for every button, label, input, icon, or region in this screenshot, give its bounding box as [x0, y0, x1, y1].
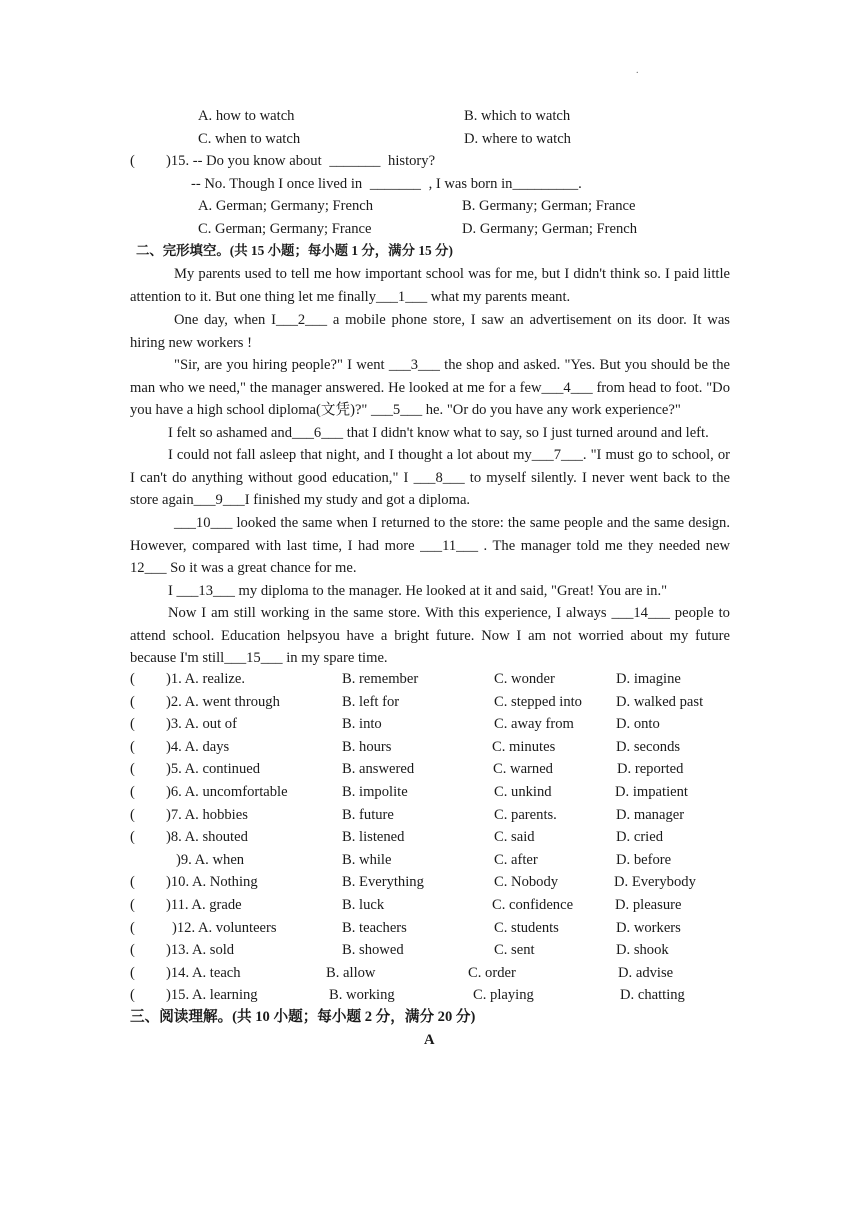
question-option-d: D. onto — [616, 716, 660, 733]
passage-paragraph-4 — [130, 422, 730, 445]
page-marker: . — [636, 65, 639, 76]
question-option-b: B. remember — [342, 671, 419, 687]
blank-14: ___14___ — [611, 605, 670, 621]
section2-heading: 二、完形填空。(共 15 小题；每小题 1 分，满分 15 分) — [136, 243, 453, 258]
q14-option-a: A. how to watch — [198, 108, 295, 124]
passage-text: a mobile phone store, I saw an advertisement on its door. It was hiring new workers ! — [130, 312, 730, 351]
passage-paragraph-2 — [130, 309, 730, 354]
question-option-a: )8. A. shouted — [166, 829, 248, 846]
question-option-c: C. playing — [473, 987, 534, 1004]
blank-8: ___8___ — [413, 469, 465, 486]
question-option-c: C. confidence — [492, 897, 574, 913]
question-option-b: B. answered — [342, 761, 415, 778]
question-option-a: )15. A. learning — [166, 987, 258, 1004]
question-option-b: B. showed — [342, 942, 404, 959]
passage-text: So it was a great chance for me. — [166, 560, 357, 577]
question-option-c: C. order — [468, 964, 516, 981]
question-option-d: D. chatting — [620, 987, 685, 1004]
answer-paren: ( — [130, 671, 135, 687]
blank-9: ___9___ — [193, 492, 245, 509]
question-option-a: )11. A. grade — [166, 897, 242, 913]
passage-text: "Sir, are you hiring people?" I went — [174, 357, 389, 373]
blank-15: ___15___ — [224, 650, 283, 667]
question-option-c: C. warned — [493, 761, 553, 778]
passage-text: Now I am still working in the same store. With this experience, I always — [168, 605, 612, 621]
question-option-c: C. after — [494, 851, 538, 868]
passage-text: the shop and asked. "Yes. But you should be the man who we need," the manager answered. He looked at me for a few — [130, 357, 731, 396]
question-option-a: )3. A. out of — [166, 716, 237, 733]
question-option-c: C. unkind — [494, 784, 552, 800]
blank-4: ___4___ — [541, 379, 593, 396]
question-option-c: C. students — [494, 919, 559, 936]
passage-text: I could not fall asleep that night, and I thought a lot about my — [168, 447, 532, 463]
question-option-c: C. stepped into — [494, 693, 582, 710]
question-option-d: D. impatient — [615, 784, 688, 800]
passage-text: that I didn't know what to say, so I just turned around and left. — [343, 425, 709, 441]
passage-paragraph-1 — [130, 263, 730, 308]
blank-7: ___7___ — [531, 447, 583, 463]
passage-paragraph-7 — [130, 580, 730, 603]
q15-option-c: C. German; Germany; France — [198, 221, 372, 237]
passage-text: . "I must go to school, or I can't do anything without good education," I — [130, 447, 731, 486]
passage-text: people to attend school. Education helpsyou have a bright future. Now I am not worried about my future because I'm still — [130, 605, 730, 667]
question-option-b: B. into — [342, 716, 382, 733]
question-option-d: D. shook — [616, 942, 669, 959]
question-option-b: B. left for — [342, 693, 400, 710]
question-option-b: B. listened — [342, 829, 405, 846]
q15-line2-start: -- No. Though I once lived in — [191, 176, 363, 192]
passage-text: I felt so ashamed and — [168, 425, 293, 441]
answer-paren: ( — [130, 784, 135, 800]
question-option-c: C. sent — [494, 942, 535, 959]
blank-3: ___3___ — [388, 357, 440, 373]
answer-paren: ( — [130, 716, 135, 733]
q15-line2-mid: , I was born in — [428, 176, 513, 192]
blank-6: ___6___ — [292, 425, 344, 441]
section3-heading: 三、阅读理解。(共 10 小题；每小题 2 分，满分 20 分) — [130, 1009, 476, 1025]
passage-paragraph-3 — [130, 354, 730, 422]
question-option-a: )5. A. continued — [166, 761, 261, 778]
answer-paren: ( — [130, 761, 135, 778]
question-option-c: C. Nobody — [494, 874, 559, 891]
answer-paren: ( — [130, 919, 135, 936]
answer-paren: ( — [130, 942, 135, 959]
q14-option-d: D. where to watch — [464, 131, 571, 147]
question-option-a: )6. A. uncomfortable — [166, 784, 288, 800]
answer-paren: ( — [130, 874, 135, 891]
question-option-a: )12. A. volunteers — [172, 919, 277, 936]
q15-blank: _______ — [329, 153, 381, 169]
passage-text: looked the same when I returned to the store: the same people and the same design. However, compared with last time, I had more — [130, 515, 730, 554]
question-option-b: B. teachers — [342, 919, 407, 936]
question-option-b: B. luck — [342, 897, 385, 913]
q15-line2-blank2: _________. — [512, 176, 582, 192]
question-option-d: D. workers — [616, 919, 681, 936]
q15-tail: history? — [388, 153, 436, 169]
passage-text: my diploma to the manager. He looked at it and said, "Great! You are in." — [234, 583, 668, 599]
blank-13: ___13___ — [176, 583, 235, 599]
answer-paren: ( — [130, 693, 135, 710]
q15-paren: ( — [130, 153, 135, 169]
question-option-a: )14. A. teach — [166, 964, 241, 981]
question-option-a: )7. A. hobbies — [166, 806, 248, 823]
question-option-c: C. away from — [494, 716, 574, 733]
question-option-a: )13. A. sold — [166, 942, 235, 959]
section3-sub-heading: A — [424, 1032, 435, 1048]
passage-text: My parents used to tell me how important school was for me, but I didn't think so. I paid little attention to it. But one thing let me finally — [130, 266, 730, 305]
question-option-d: D. imagine — [616, 671, 681, 687]
question-option-c: C. wonder — [494, 671, 555, 687]
question-option-d: D. before — [616, 851, 672, 868]
question-option-b: B. future — [342, 806, 394, 823]
passage-text: in my spare time. — [282, 650, 388, 667]
passage-text: to myself silently. I never went back to the store again — [130, 469, 730, 509]
blank-10: ___10___ — [174, 515, 233, 531]
passage-text: what my parents meant. — [427, 288, 571, 305]
question-option-a: )9. A. when — [176, 851, 245, 868]
question-option-d: D. seconds — [616, 738, 681, 755]
q15-line2 — [191, 175, 582, 193]
passage-paragraph-8 — [130, 602, 730, 670]
question-option-d: D. Everybody — [614, 874, 696, 891]
answer-paren: ( — [130, 897, 135, 913]
answer-paren: ( — [130, 738, 135, 755]
question-option-b: B. impolite — [342, 784, 408, 800]
question-option-d: D. manager — [616, 806, 685, 823]
question-option-a: )4. A. days — [166, 738, 230, 755]
q15-stem: )15. -- Do you know about — [166, 153, 322, 169]
answer-paren: ( — [130, 987, 135, 1004]
blank-12: 12___ — [130, 560, 167, 577]
passage-text: he. "Or do you have any work experience?" — [422, 402, 681, 419]
question-option-d: D. walked past — [616, 693, 704, 710]
question-option-c: C. minutes — [492, 738, 556, 755]
question-option-c: C. parents. — [494, 806, 557, 823]
q15-option-d: D. Germany; German; French — [462, 221, 638, 237]
question-option-d: D. advise — [618, 964, 674, 981]
question-option-a: )1. A. realize. — [166, 671, 246, 687]
q15-option-a: A. German; Germany; French — [198, 198, 374, 214]
question-option-d: D. reported — [617, 761, 684, 778]
passage-text: . The manager told me they needed new — [478, 537, 730, 554]
q14-option-c: C. when to watch — [198, 131, 301, 147]
passage-paragraph-5 — [130, 444, 730, 512]
answer-paren: ( — [130, 829, 135, 846]
passage-paragraph-6 — [130, 512, 730, 580]
question-option-c: C. said — [494, 829, 535, 846]
passage-text: One day, when I — [174, 312, 276, 328]
question-option-b: B. hours — [342, 738, 392, 755]
question-option-b: B. working — [329, 987, 395, 1004]
question-option-a: )10. A. Nothing — [166, 874, 258, 891]
q15-line2-blank: _______ — [369, 176, 421, 192]
question-option-d: D. pleasure — [615, 897, 682, 913]
q15-question — [166, 152, 435, 170]
q15-option-b: B. Germany; German; France — [462, 198, 636, 214]
passage-text: from head to foot. "Do you have a high school diploma(文凭)?" — [130, 379, 730, 419]
blank-2: ___2___ — [275, 312, 328, 328]
blank-5: ___5___ — [371, 402, 423, 419]
answer-paren: ( — [130, 806, 135, 823]
question-option-d: D. cried — [616, 829, 664, 846]
question-option-b: B. Everything — [342, 874, 424, 891]
question-option-b: B. allow — [326, 964, 376, 981]
blank-11: ___11___ — [420, 537, 479, 554]
question-option-a: )2. A. went through — [166, 693, 280, 710]
question-option-b: B. while — [342, 851, 392, 868]
answer-paren: ( — [130, 964, 135, 981]
blank-1: ___1___ — [376, 288, 428, 305]
passage-text: I — [168, 583, 177, 599]
q14-option-b: B. which to watch — [464, 108, 571, 124]
passage-text: I finished my study and got a diploma. — [244, 492, 471, 509]
